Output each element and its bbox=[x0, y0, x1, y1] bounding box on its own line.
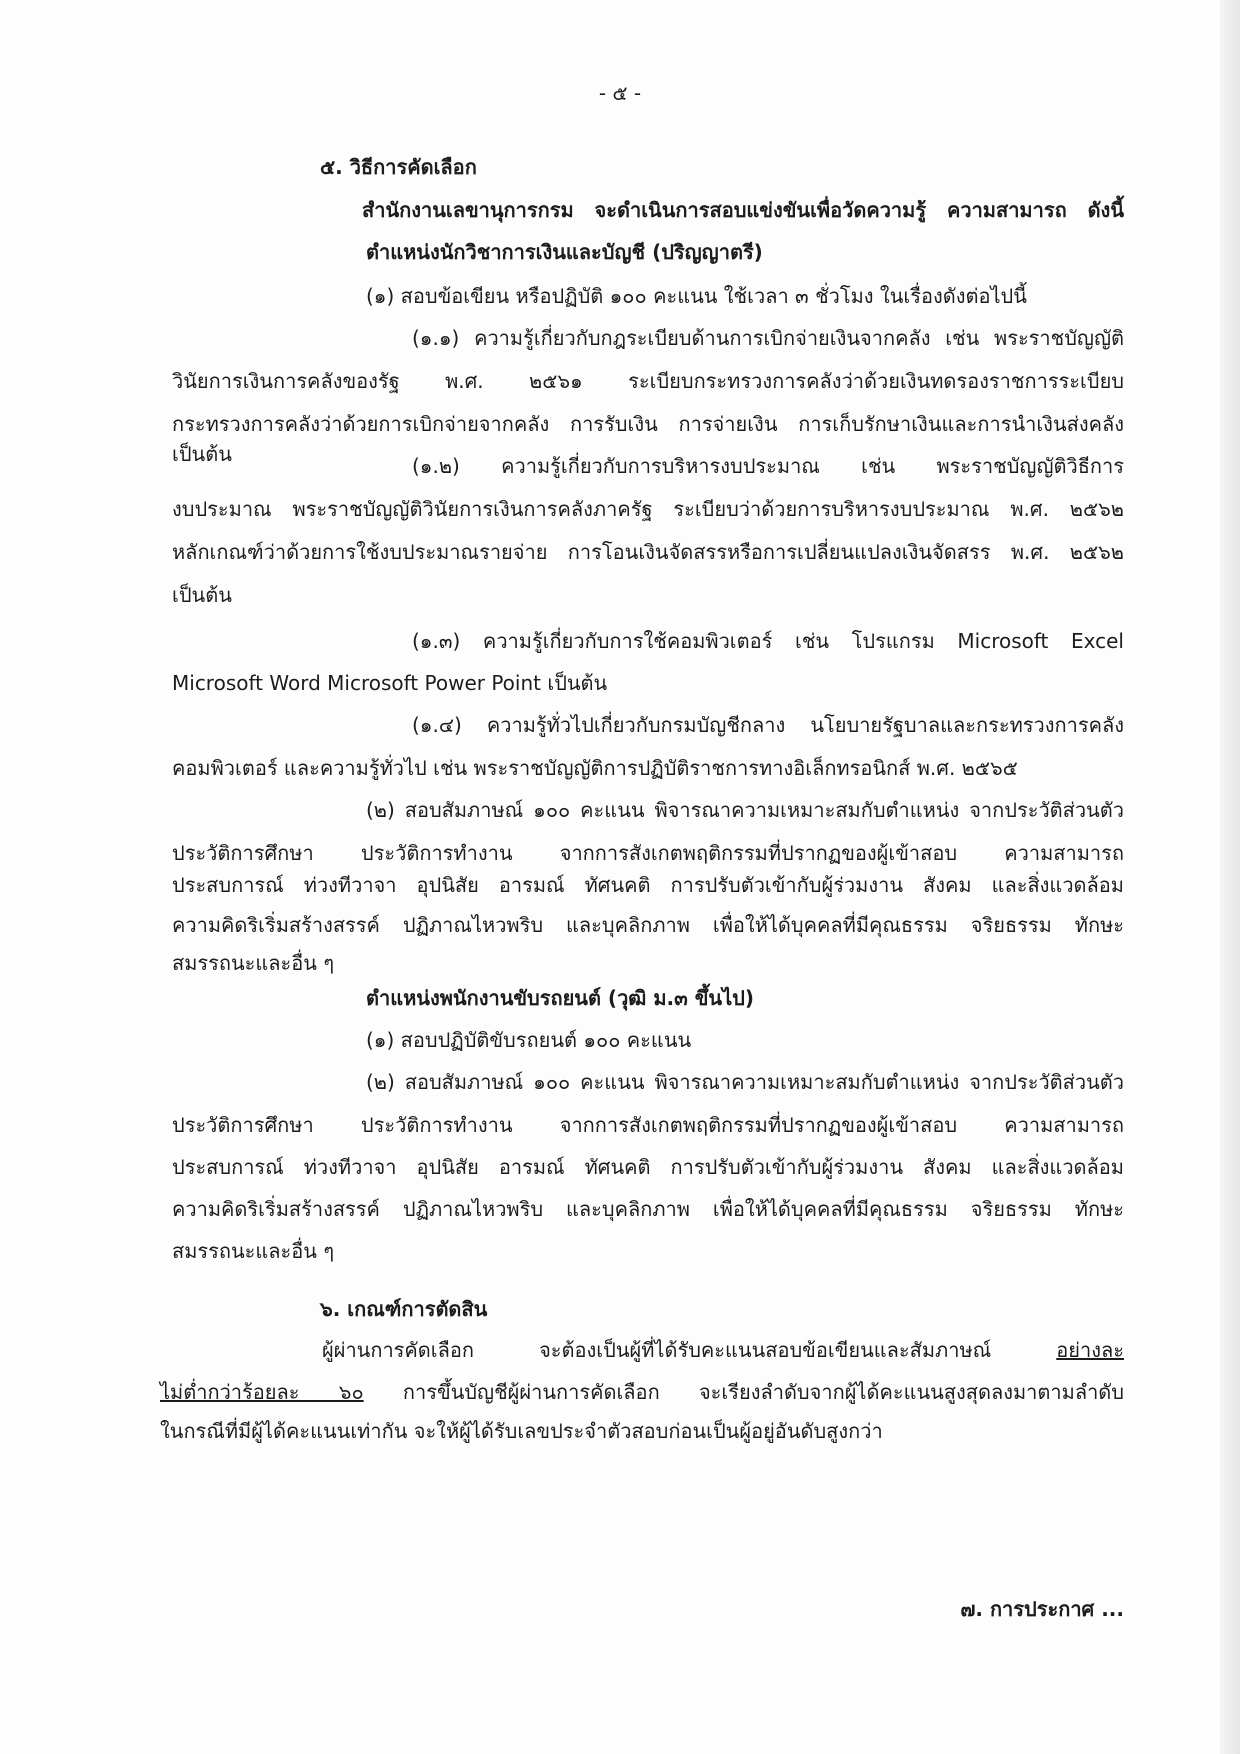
position2-item2-line1: (๒) สอบสัมภาษณ์ ๑๐๐ คะแนน พิจารณาความเหมาะสมกับตำแหน่ง จากประวัติส่วนตัว bbox=[366, 1070, 1124, 1094]
section6-line2-text: การขึ้นบัญชีผู้ผ่านการคัดเลือก จะเรียงลำดับจากผู้ได้คะแนนสูงสุดลงมาตามลำดับ bbox=[363, 1380, 1124, 1404]
position1-item1: (๑) สอบข้อเขียน หรือปฏิบัติ ๑๐๐ คะแนน ใช้เวลา ๓ ชั่วโมง ในเรื่องดังต่อไปนี้ bbox=[366, 284, 1027, 308]
page-number: - ๕ - bbox=[598, 81, 642, 105]
position2-item2-line2: ประวัติการศึกษา ประวัติการทำงาน จากการสังเกตพฤติกรรมที่ปรากฏของผู้เข้าสอบ ความสามารถ bbox=[172, 1113, 1124, 1137]
section6-line1-text: ผู้ผ่านการคัดเลือก จะต้องเป็นผู้ที่ได้รับคะแนนสอบข้อเขียนและสัมภาษณ์ bbox=[322, 1338, 1057, 1362]
position2-item2-line4: ความคิดริเริ่มสร้างสรรค์ ปฏิภาณไหวพริบ และบุคลิกภาพ เพื่อให้ได้บุคคลที่มีคุณธรรม จริยธรรม ทักษะ bbox=[172, 1197, 1124, 1221]
position1-title: ตำแหน่งนักวิชาการเงินและบัญชี (ปริญญาตรี) bbox=[366, 240, 763, 264]
section6-line1 bbox=[322, 1335, 1124, 1365]
sub14-line1: (๑.๔) ความรู้ทั่วไปเกี่ยวกับกรมบัญชีกลาง นโยบายรัฐบาลและกระทรวงการคลัง bbox=[412, 713, 1124, 737]
section6-line3: ในกรณีที่มีผู้ได้คะแนนเท่ากัน จะให้ผู้ได้รับเลขประจำตัวสอบก่อนเป็นผู้อยู่อันดับสูงกว่า bbox=[160, 1419, 883, 1443]
sub12-line1: (๑.๒) ความรู้เกี่ยวกับการบริหารงบประมาณ เช่น พระราชบัญญัติวิธีการ bbox=[412, 454, 1124, 478]
position1-item2-line3: ประสบการณ์ ท่วงทีวาจา อุปนิสัย อารมณ์ ทัศนคติ การปรับตัวเข้ากับผู้ร่วมงาน สังคม และสิ่งแวดล้อม bbox=[172, 873, 1124, 897]
position1-item2-line2: ประวัติการศึกษา ประวัติการทำงาน จากการสังเกตพฤติกรรมที่ปรากฏของผู้เข้าสอบ ความสามารถ bbox=[172, 841, 1124, 865]
position1-item2-line4: ความคิดริเริ่มสร้างสรรค์ ปฏิภาณไหวพริบ และบุคลิกภาพ เพื่อให้ได้บุคคลที่มีคุณธรรม จริยธรรม ทักษะ bbox=[172, 913, 1124, 937]
sub11-line3: กระทรวงการคลังว่าด้วยการเบิกจ่ายจากคลัง การรับเงิน การจ่ายเงิน การเก็บรักษาเงินและการนำเงินส่งคลัง เป็นต้น bbox=[172, 412, 1124, 466]
sub13-line1: (๑.๓) ความรู้เกี่ยวกับการใช้คอมพิวเตอร์ เช่น โปรแกรม Microsoft Excel bbox=[412, 629, 1124, 653]
section5-intro: สำนักงานเลขานุการกรม จะดำเนินการสอบแข่งขันเพื่อวัดความรู้ ความสามารถ ดังนี้ bbox=[362, 198, 1124, 222]
position1-item2-line1: (๒) สอบสัมภาษณ์ ๑๐๐ คะแนน พิจารณาความเหมาะสมกับตำแหน่ง จากประวัติส่วนตัว bbox=[366, 798, 1124, 822]
sub11-line2: วินัยการเงินการคลังของรัฐ พ.ศ. ๒๕๖๑ ระเบียบกระทรวงการคลังว่าด้วยเงินทดรองราชการระเบียบ bbox=[172, 369, 1124, 393]
section6-line2-underlined: ไม่ต่ำกว่าร้อยละ ๖๐ bbox=[160, 1380, 364, 1404]
sub11-line1: (๑.๑) ความรู้เกี่ยวกับกฎระเบียบด้านการเบิกจ่ายเงินจากคลัง เช่น พระราชบัญญัติ bbox=[412, 326, 1124, 350]
position2-item1: (๑) สอบปฏิบัติขับรถยนต์ ๑๐๐ คะแนน bbox=[366, 1028, 692, 1052]
sub13-line2: Microsoft Word Microsoft Power Point เป็นต้น bbox=[172, 671, 608, 695]
sub12-line2: งบประมาณ พระราชบัญญัติวินัยการเงินการคลังภาครัฐ ระเบียบว่าด้วยการบริหารงบประมาณ พ.ศ. ๒๕๖๒ bbox=[172, 497, 1124, 521]
sub12-line4: เป็นต้น bbox=[172, 583, 232, 607]
position2-item2-line5: สมรรถนะและอื่น ๆ bbox=[172, 1239, 335, 1263]
position1-item2-line5: สมรรถนะและอื่น ๆ bbox=[172, 951, 335, 975]
scan-edge-shadow bbox=[1220, 0, 1240, 1754]
sub12-line3: หลักเกณฑ์ว่าด้วยการใช้งบประมาณรายจ่าย การโอนเงินจัดสรรหรือการเปลี่ยนแปลงเงินจัดสรร พ.ศ. ๒๕๖๒ bbox=[172, 540, 1124, 564]
position2-item2-line3: ประสบการณ์ ท่วงทีวาจา อุปนิสัย อารมณ์ ทัศนคติ การปรับตัวเข้ากับผู้ร่วมงาน สังคม และสิ่งแวดล้อม bbox=[172, 1155, 1124, 1179]
section6-line2 bbox=[160, 1377, 1124, 1407]
continuation-footer: ๗. การประกาศ ... bbox=[960, 1597, 1124, 1621]
sub14-line2: คอมพิวเตอร์ และความรู้ทั่วไป เช่น พระราชบัญญัติการปฏิบัติราชการทางอิเล็กทรอนิกส์ พ.ศ. ๒๕๖๕ bbox=[172, 756, 1018, 780]
section5-heading: ๕. วิธีการคัดเลือก bbox=[320, 155, 477, 179]
position2-title: ตำแหน่งพนักงานขับรถยนต์ (วุฒิ ม.๓ ขึ้นไป) bbox=[366, 986, 754, 1010]
section6-heading: ๖. เกณฑ์การตัดสิน bbox=[320, 1297, 488, 1321]
section6-line1-underlined: อย่างละ bbox=[1056, 1338, 1124, 1362]
